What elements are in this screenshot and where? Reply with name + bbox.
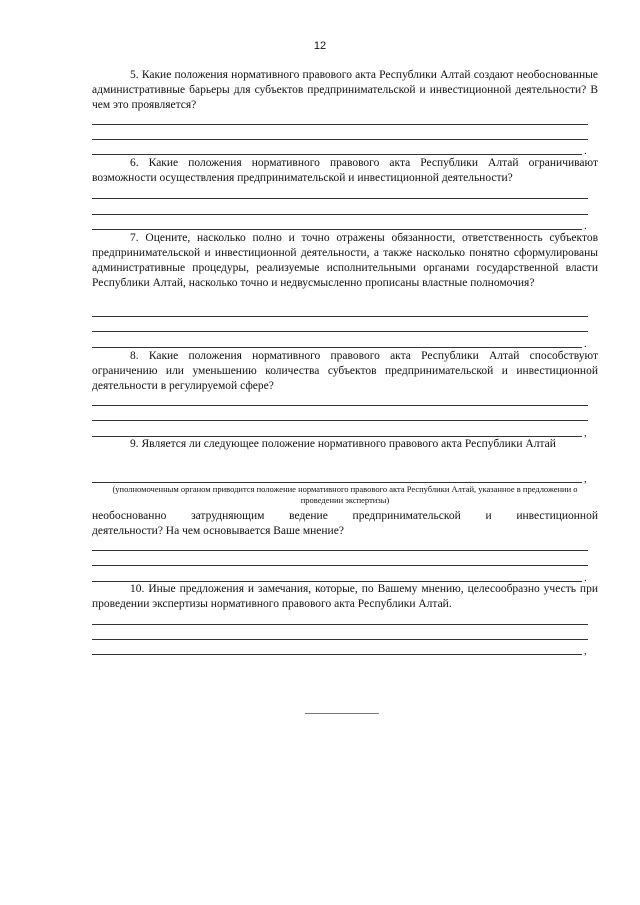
page-number: 12 — [313, 40, 327, 52]
answer-line[interactable] — [92, 331, 588, 332]
answer-line[interactable] — [92, 550, 588, 551]
question-6: 6. Какие положения нормативного правового акта Республики Алтай ограничивают возможности осуществления предпринимательской и инвестиционной деятельности? — [92, 157, 598, 184]
question-9-continuation: деятельности? На чем основывается Ваше мнение? — [92, 525, 344, 537]
line-end-period: . — [584, 338, 587, 350]
answer-line[interactable] — [92, 654, 582, 655]
answer-line[interactable] — [92, 482, 582, 483]
end-separator — [305, 713, 379, 714]
answer-line[interactable] — [92, 405, 588, 406]
answer-line[interactable] — [92, 214, 588, 215]
line-end-period: . — [584, 572, 587, 584]
question-5: 5. Какие положения нормативного правового акта Республики Алтай создают необоснованные административные барьеры для субъектов предпринимательской и инвестиционной деятельности? В чем это проявляется? — [92, 69, 598, 111]
answer-line[interactable] — [92, 229, 582, 230]
answer-line[interactable] — [92, 124, 588, 125]
answer-line[interactable] — [92, 639, 588, 640]
answer-line[interactable] — [92, 316, 588, 317]
question-7: 7. Оцените, насколько полно и точно отражены обязанности, ответственность субъектов предпринимательской и инвестиционной деятельности, а также насколько понятно сформулированы административные процедуры, реализуемые исполнительными органами государственной власти Республики Алтай, насколько точно и недвусмысленно прописаны властные полномочия? — [92, 232, 598, 289]
line-end-comma: , — [584, 473, 587, 485]
question-8: 8. Какие положения нормативного правового акта Республики Алтай способствуют ограничению или уменьшению количества субъектов предпринимательской и инвестиционной деятельности в регулируемой сфере? — [92, 350, 598, 392]
line-end-period: . — [584, 220, 587, 232]
answer-line[interactable] — [92, 154, 582, 155]
answer-line[interactable] — [92, 198, 588, 199]
question-9-note: (уполномоченным органом приводится положение нормативного правового акта Республики Алтай, указанное в предложении о проведении экспертизы) — [112, 484, 578, 505]
answer-line[interactable] — [92, 624, 588, 625]
line-end-period: . — [584, 145, 587, 157]
question-9-continuation: необоснованно затрудняющим ведение предпринимательской и инвестиционной — [92, 510, 598, 522]
line-end-comma: , — [584, 427, 587, 439]
answer-line[interactable] — [92, 565, 588, 566]
answer-line[interactable] — [92, 420, 588, 421]
answer-line[interactable] — [92, 139, 588, 140]
answer-line[interactable] — [92, 347, 582, 348]
line-end-comma: , — [584, 645, 587, 657]
question-9-intro: 9. Является ли следующее положение нормативного правового акта Республики Алтай — [130, 438, 556, 450]
question-10: 10. Иные предложения и замечания, которые, по Вашему мнению, целесообразно учесть при проведении экспертизы нормативного правового акта Республики Алтай. — [92, 583, 598, 610]
